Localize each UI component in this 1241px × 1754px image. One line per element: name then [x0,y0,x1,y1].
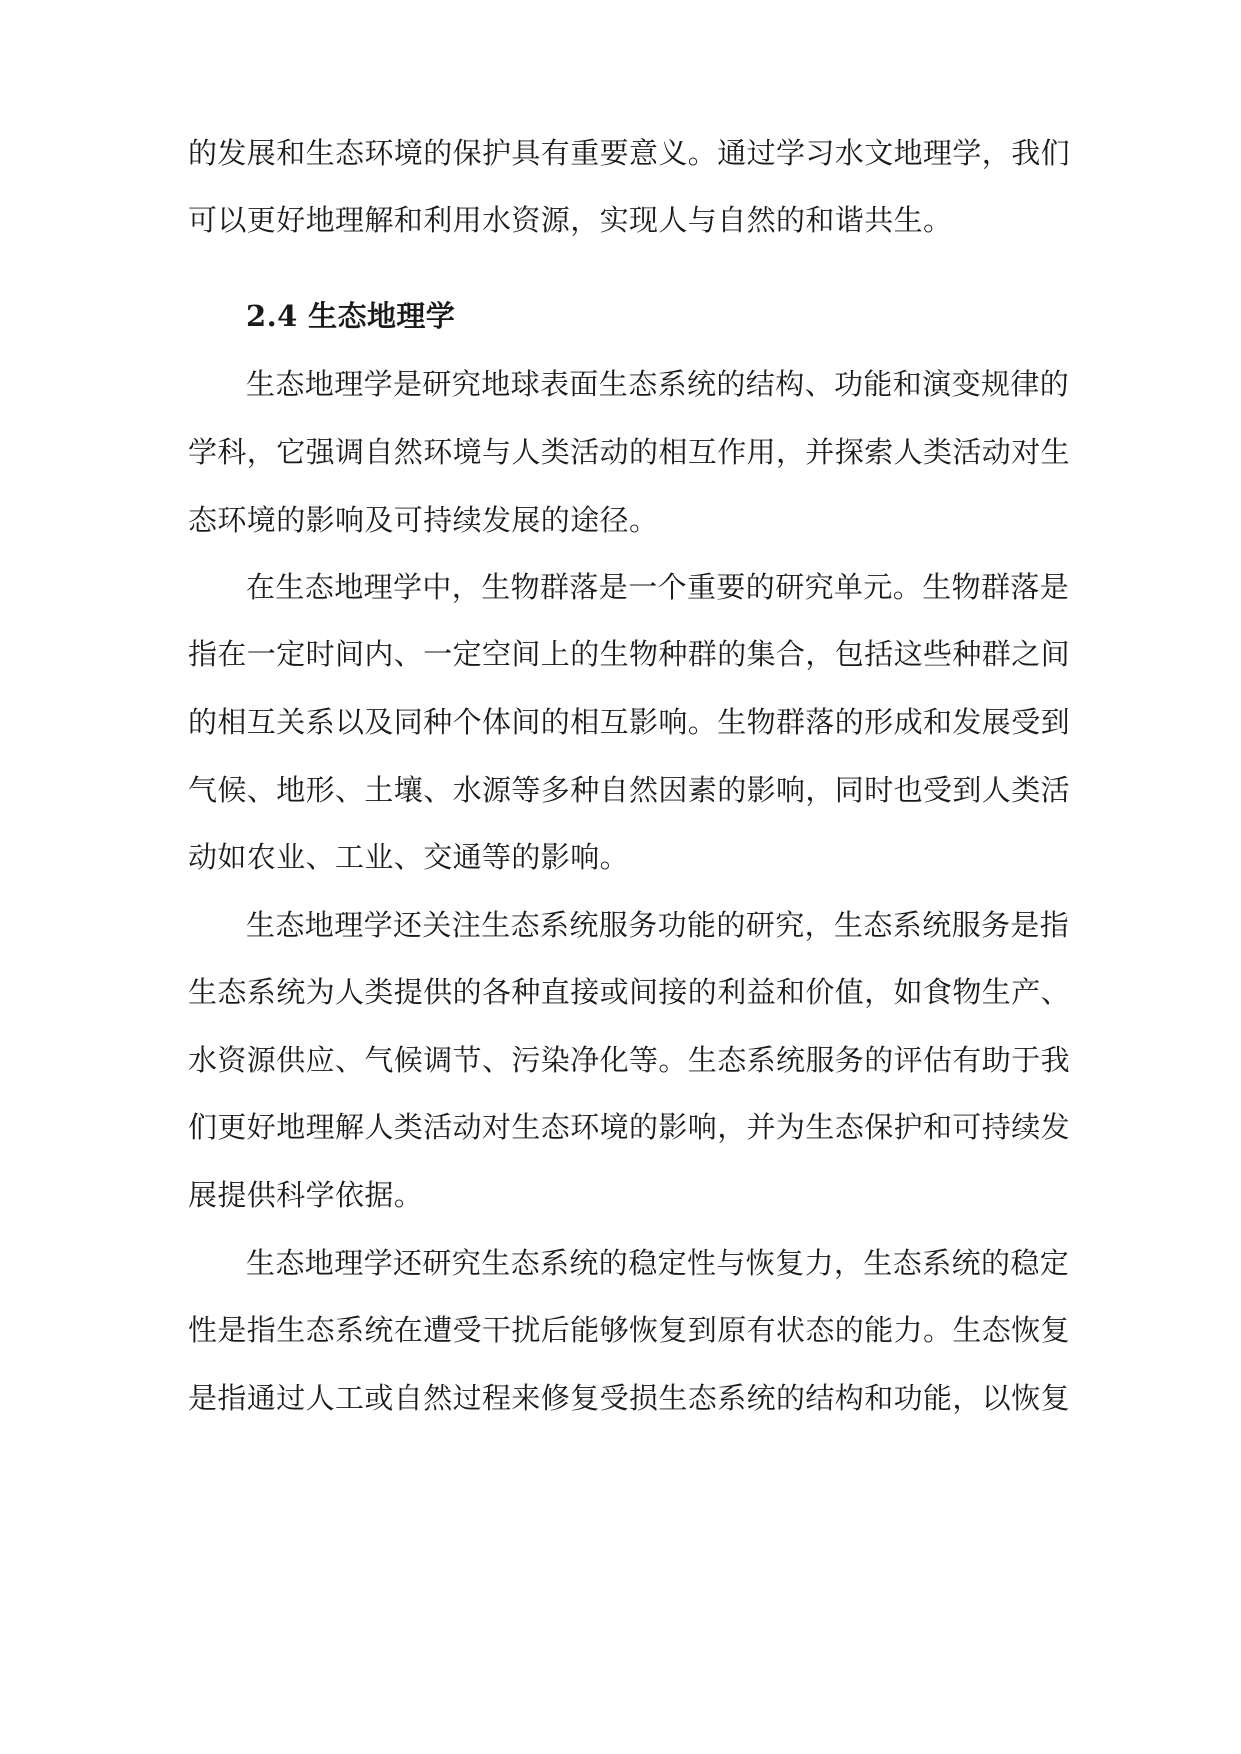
text-line: 生态系统为人类提供的各种直接或间接的利益和价值，如食物生产、 [188,975,1071,1009]
text-line: 生态地理学还研究生态系统的稳定性与恢复力，生态系统的稳定 [246,1246,1070,1280]
text-line: 生态地理学还关注生态系统服务功能的研究，生态系统服务是指 [246,908,1070,942]
text-line: 的发展和生态环境的保护具有重要意义。通过学习水文地理学，我们 [188,136,1071,170]
text-line: 可以更好地理解和利用水资源，实现人与自然的和谐共生。 [188,203,953,237]
section-heading: 2.4 生态地理学 [246,299,456,333]
text-line: 动如农业、工业、交通等的影响。 [188,840,630,874]
text-line: 指在一定时间内、一定空间上的生物种群的集合，包括这些种群之间 [188,637,1071,671]
text-line: 性是指生态系统在遭受干扰后能够恢复到原有状态的能力。生态恢复 [188,1313,1071,1347]
text-line: 气候、地形、土壤、水源等多种自然因素的影响，同时也受到人类活 [188,773,1071,807]
text-line: 生态地理学是研究地球表面生态系统的结构、功能和演变规律的 [246,367,1070,401]
text-line: 们更好地理解人类活动对生态环境的影响，并为生态保护和可持续发 [188,1110,1071,1144]
text-line: 的相互关系以及同种个体间的相互影响。生物群落的形成和发展受到 [188,705,1071,739]
text-line: 在生态地理学中，生物群落是一个重要的研究单元。生物群落是 [246,570,1070,604]
text-line: 态环境的影响及可持续发展的途径。 [188,503,659,537]
text-line: 水资源供应、气候调节、污染净化等。生态系统服务的评估有助于我 [188,1043,1071,1077]
text-line: 是指通过人工或自然过程来修复受损生态系统的结构和功能，以恢复 [188,1381,1071,1415]
text-line: 展提供科学依据。 [188,1178,424,1212]
text-line: 学科，它强调自然环境与人类活动的相互作用，并探索人类活动对生 [188,435,1071,469]
